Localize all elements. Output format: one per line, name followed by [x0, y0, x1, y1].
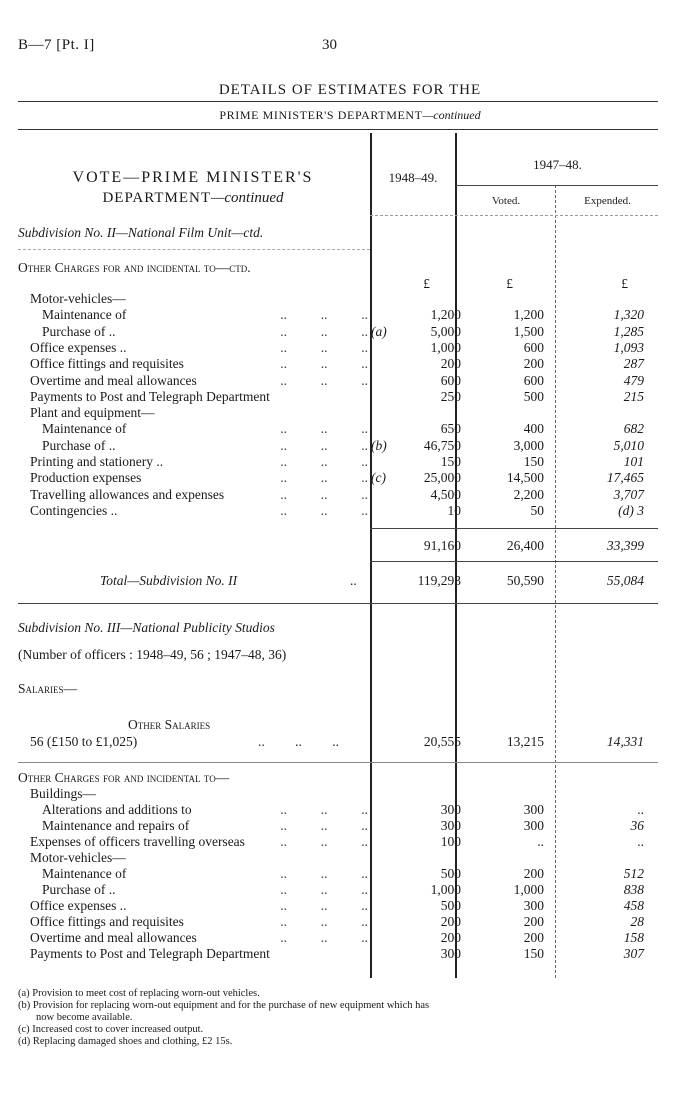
table-row	[18, 487, 658, 502]
vote-heading: VOTE—PRIME MINISTER'S DEPARTMENT—continued	[72, 169, 314, 206]
table-row	[18, 898, 658, 913]
value-voted: 2,200	[513, 486, 544, 502]
value-expended: 28	[630, 914, 644, 929]
footnote-c: (c) Increased cost to cover increased output.	[18, 1024, 204, 1035]
value-voted: 200	[523, 930, 544, 945]
row-label: Office expenses ..	[30, 898, 130, 913]
footnote-marker: (b)	[371, 437, 387, 453]
officers-count: (Number of officers : 1948–49, 56 ; 1947–48, 36)	[18, 647, 287, 662]
leader-dots: .. .. ..	[280, 914, 368, 929]
value-expended: 1,285	[613, 323, 644, 339]
table-row	[18, 340, 658, 355]
row-label: Expenses of officers travelling overseas	[30, 834, 249, 849]
year-group-rule	[456, 185, 658, 186]
table-row	[18, 914, 658, 929]
value-1948-49: 46,750	[423, 437, 461, 453]
value-voted: 50	[530, 502, 544, 518]
value-1948-49: 25,000	[423, 470, 461, 486]
subtotal-rule	[370, 528, 658, 529]
value-voted: 3,000	[513, 437, 544, 453]
value-1948-49: 10	[447, 502, 461, 518]
row-label: Payments to Post and Telegraph Department	[30, 389, 274, 404]
value-voted: 1,000	[513, 882, 544, 897]
title-rule	[18, 101, 658, 102]
row-label: Office fittings and requisites	[30, 914, 188, 929]
value-expended: (d) 3	[618, 502, 644, 518]
value-voted: 14,500	[506, 470, 544, 486]
row-label: Office expenses ..	[30, 340, 130, 355]
other-charges-heading-iii: Other Charges for and incidental to—	[18, 770, 230, 785]
leader-dots: .. .. ..	[280, 454, 368, 469]
value-1948-49: 200	[440, 914, 461, 929]
value-1948-49: 100	[440, 834, 461, 849]
table-row	[18, 438, 658, 453]
value-1948-49: 200	[440, 356, 461, 372]
row-label: Printing and stationery ..	[30, 454, 167, 469]
value-expended: 1,320	[613, 307, 644, 323]
row-label: Overtime and meal allowances	[30, 930, 201, 945]
leader-dots: .. .. ..	[280, 882, 368, 897]
section-rule	[18, 249, 370, 250]
table-row	[18, 802, 658, 817]
value-voted: ..	[537, 834, 544, 849]
value-1948-49: 500	[440, 898, 461, 913]
value-expended: 458	[623, 898, 644, 913]
row-label: Purchase of ..	[42, 324, 119, 339]
value-1948-49: 300	[440, 946, 461, 961]
value-voted: 600	[523, 372, 544, 388]
leader-dots: .. .. ..	[280, 356, 368, 372]
footnote-a: (a) Provision to meet cost of replacing worn-out vehicles.	[18, 988, 260, 999]
page-title: DETAILS OF ESTIMATES FOR THE	[218, 82, 482, 98]
subdivision-iii-heading: Subdivision No. III—National Publicity Studios	[18, 620, 275, 635]
value-voted: 600	[523, 339, 544, 355]
value-voted: 150	[523, 946, 544, 961]
page-reference: B—7 [Pt. I]	[18, 37, 95, 53]
table-row	[18, 786, 658, 801]
value-1948-49: 150	[440, 454, 461, 469]
value-expended: 101	[623, 454, 644, 469]
value-1948-49: 4,500	[430, 486, 461, 502]
leader-dots: .. .. ..	[280, 437, 368, 453]
column-1947-48: 1947–48.	[533, 157, 582, 172]
leader-dots: .. .. ..	[280, 307, 368, 323]
leader-dots: .. .. ..	[280, 470, 368, 486]
table-row	[18, 882, 658, 897]
row-label: Office fittings and requisites	[30, 356, 188, 371]
column-voted: Voted.	[491, 195, 521, 207]
row-label: Payments to Post and Telegraph Department	[30, 946, 274, 961]
column-1948-49: 1948–49.	[388, 170, 438, 185]
leader-dots: .. .. ..	[280, 818, 368, 833]
row-label: Motor-vehicles—	[30, 291, 130, 306]
value-expended: ..	[637, 834, 644, 849]
value-expended: 682	[623, 421, 644, 437]
value-expended: 158	[623, 930, 644, 945]
row-label: Alterations and additions to	[42, 802, 196, 817]
leader-dots: .. .. ..	[280, 372, 368, 388]
leader-dots: .. .. ..	[280, 421, 368, 437]
row-label: Contingencies ..	[30, 503, 121, 518]
value-expended: ..	[637, 802, 644, 817]
value-expended: 36	[630, 818, 644, 833]
total-rule	[370, 561, 658, 562]
row-label: Overtime and meal allowances	[30, 373, 201, 388]
value-voted: 1,200	[513, 307, 544, 323]
department-title: PRIME MINISTER'S DEPARTMENT—continued	[219, 108, 481, 122]
value-voted: 200	[523, 914, 544, 929]
table-row	[18, 930, 658, 945]
value-1948-49: 600	[440, 372, 461, 388]
subtitle-rule	[18, 129, 658, 130]
value-1948-49: 1,200	[430, 307, 461, 323]
salaries-heading: Salaries—	[18, 681, 78, 696]
other-charges-heading: Other Charges for and incidental to—ctd.	[18, 260, 251, 275]
row-label: Travelling allowances and expenses	[30, 487, 228, 502]
value-expended: 5,010	[613, 437, 644, 453]
leader-dots: .. .. ..	[280, 930, 368, 945]
subtotal-row: 91,160 26,400 33,399	[423, 538, 644, 553]
row-label: Maintenance of	[42, 421, 130, 436]
leader-dots: .. .. ..	[280, 898, 368, 913]
value-voted: 200	[523, 356, 544, 372]
section-divider	[18, 603, 658, 604]
value-voted: 150	[523, 454, 544, 469]
value-voted: 200	[523, 866, 544, 881]
value-1948-49: 1,000	[430, 339, 461, 355]
table-row	[18, 818, 658, 833]
table-row	[18, 324, 658, 339]
table-row	[18, 389, 658, 404]
row-label: Buildings—	[30, 786, 100, 801]
leader-dots: .. .. ..	[280, 323, 368, 339]
value-expended: 3,707	[613, 486, 644, 502]
leader-dots: .. .. ..	[280, 486, 368, 502]
leader-dots: .. .. ..	[280, 339, 368, 355]
row-label: Maintenance of	[42, 307, 130, 322]
other-salaries-heading: Other Salaries	[128, 717, 211, 732]
column-expended: Expended.	[584, 195, 631, 207]
value-expended: 215	[623, 388, 644, 404]
table-row	[18, 405, 658, 420]
value-voted: 300	[523, 898, 544, 913]
salary-row: 56 (£150 to £1,025) .. .. .. 20,555 13,215 14,331	[30, 734, 644, 749]
subdivision-ii-heading: Subdivision No. II—National Film Unit—ctd.	[18, 225, 264, 240]
table-row	[18, 834, 658, 849]
row-label: Plant and equipment—	[30, 405, 158, 420]
header-bottom-rule	[370, 215, 658, 216]
row-label: Maintenance of	[42, 866, 130, 881]
footnote-marker: (a)	[371, 323, 387, 339]
table-row	[18, 470, 658, 485]
table-row	[18, 946, 658, 961]
value-expended: 17,465	[606, 470, 644, 486]
footnote-b: (b) Provision for replacing worn-out equipment and for the purchase of new equipment which has	[18, 1000, 430, 1011]
value-voted: 400	[523, 421, 544, 437]
row-label: Purchase of ..	[42, 882, 119, 897]
value-1948-49: 500	[440, 866, 461, 881]
leader-dots: .. .. ..	[280, 502, 368, 518]
page-number: 30	[322, 37, 337, 53]
value-1948-49: 5,000	[430, 323, 461, 339]
table-row	[18, 291, 658, 306]
value-expended: 838	[623, 882, 644, 897]
value-voted: 500	[523, 388, 544, 404]
table-row	[18, 373, 658, 388]
value-expended: 1,093	[613, 339, 644, 355]
table-row	[18, 421, 658, 436]
row-label: Production expenses	[30, 470, 145, 485]
value-expended: 307	[623, 946, 644, 961]
value-voted: 1,500	[513, 323, 544, 339]
leader-dots: .. .. ..	[280, 802, 368, 817]
leader-dots: .. .. ..	[280, 834, 368, 849]
value-1948-49: 650	[440, 421, 461, 437]
value-expended: 479	[623, 372, 644, 388]
value-expended: 287	[623, 356, 644, 372]
leader-dots: .. .. ..	[280, 866, 368, 881]
value-1948-49: 250	[440, 388, 461, 404]
footnote-b-cont: now become available.	[36, 1012, 133, 1023]
footnote-d: (d) Replacing damaged shoes and clothing, £2 15s.	[18, 1036, 233, 1047]
value-1948-49: 1,000	[430, 882, 461, 897]
value-1948-49: 300	[440, 802, 461, 817]
value-voted: 300	[523, 818, 544, 833]
table-row	[18, 850, 658, 865]
salary-rule	[18, 762, 658, 763]
value-1948-49: 200	[440, 930, 461, 945]
row-label: Motor-vehicles—	[30, 850, 130, 865]
currency-row: £ £ £	[423, 276, 628, 291]
total-row: Total—Subdivision No. II .. 119,293 50,590 55,084	[100, 573, 644, 588]
table-row	[18, 356, 658, 371]
table-row	[18, 454, 658, 469]
row-label: Purchase of ..	[42, 438, 119, 453]
table-row	[18, 866, 658, 881]
value-voted: 300	[523, 802, 544, 817]
footnote-marker: (c)	[371, 470, 386, 486]
value-expended: 512	[623, 866, 644, 881]
table-row	[18, 307, 658, 322]
row-label: Maintenance and repairs of	[42, 818, 193, 833]
value-1948-49: 300	[440, 818, 461, 833]
table-row	[18, 503, 658, 518]
